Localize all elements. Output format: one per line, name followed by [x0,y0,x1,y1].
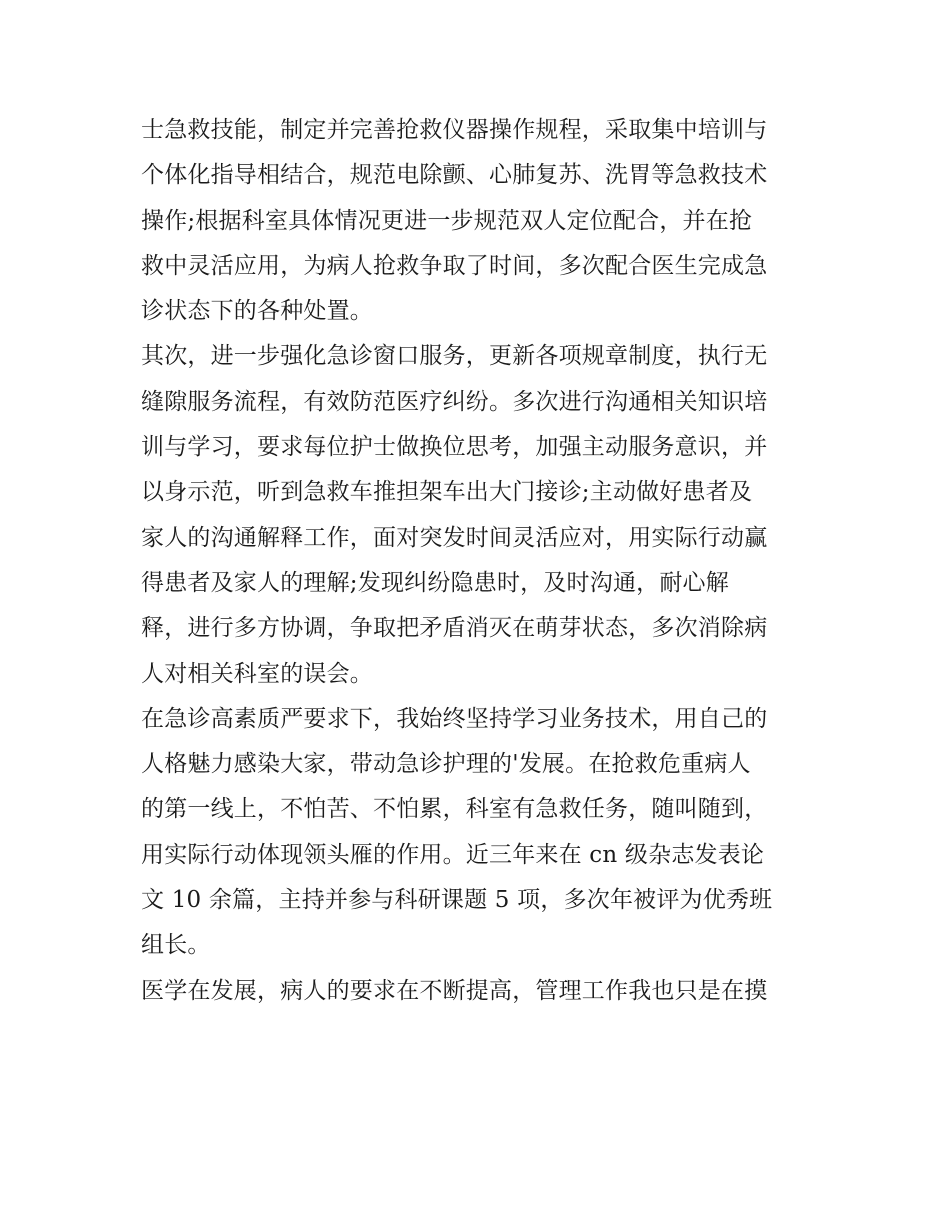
text-line: 医学在发展，病人的要求在不断提高，管理工作我也只是在摸 [141,977,768,1004]
text-line: 用实际行动体现领头雁的作用。近三年来在 cn 级杂志发表论 [141,841,765,868]
text-line: 组长。 [141,932,211,959]
text-line: 在急诊高素质严要求下，我始终坚持学习业务技术，用自己的 [141,705,768,732]
text-line: 家人的沟通解释工作，面对突发时间灵活应对，用实际行动赢 [141,524,768,551]
text-line: 其次，进一步强化急诊窗口服务，更新各项规章制度，执行无 [141,343,768,370]
text-line: 人对相关科室的误会。 [141,660,373,687]
text-line: 缝隙服务流程，有效防范医疗纠纷。多次进行沟通相关知识培 [141,388,768,415]
text-line: 得患者及家人的理解;发现纠纷隐患时，及时沟通，耐心解 [141,569,729,596]
text-line: 文 10 余篇，主持并参与科研课题 5 项，多次年被评为优秀班 [141,887,773,914]
text-line: 操作;根据科室具体情况更进一步规范双人定位配合，并在抢 [141,207,753,234]
text-line: 训与学习，要求每位护士做换位思考，加强主动服务意识，并 [141,434,768,461]
text-line: 救中灵活应用，为病人抢救争取了时间，多次配合医生完成急 [141,252,768,279]
text-line: 的第一线上，不怕苦、不怕累，科室有急救任务，随叫随到， [141,796,768,823]
text-line: 诊状态下的各种处置。 [141,298,373,325]
text-line: 人格魅力感染大家，带动急诊护理的'发展。在抢救危重病人 [141,751,751,778]
text-line: 个体化指导相结合，规范电除颤、心肺复苏、洗胃等急救技术 [141,162,768,189]
body-text [141,108,821,1014]
text-line: 以身示范，听到急救车推担架车出大门接诊;主动做好患者及 [141,479,753,506]
text-line: 士急救技能，制定并完善抢救仪器操作规程，采取集中培训与 [141,117,768,143]
text-line: 释，进行多方协调，争取把矛盾消灭在萌芽状态，多次消除病 [141,615,768,642]
